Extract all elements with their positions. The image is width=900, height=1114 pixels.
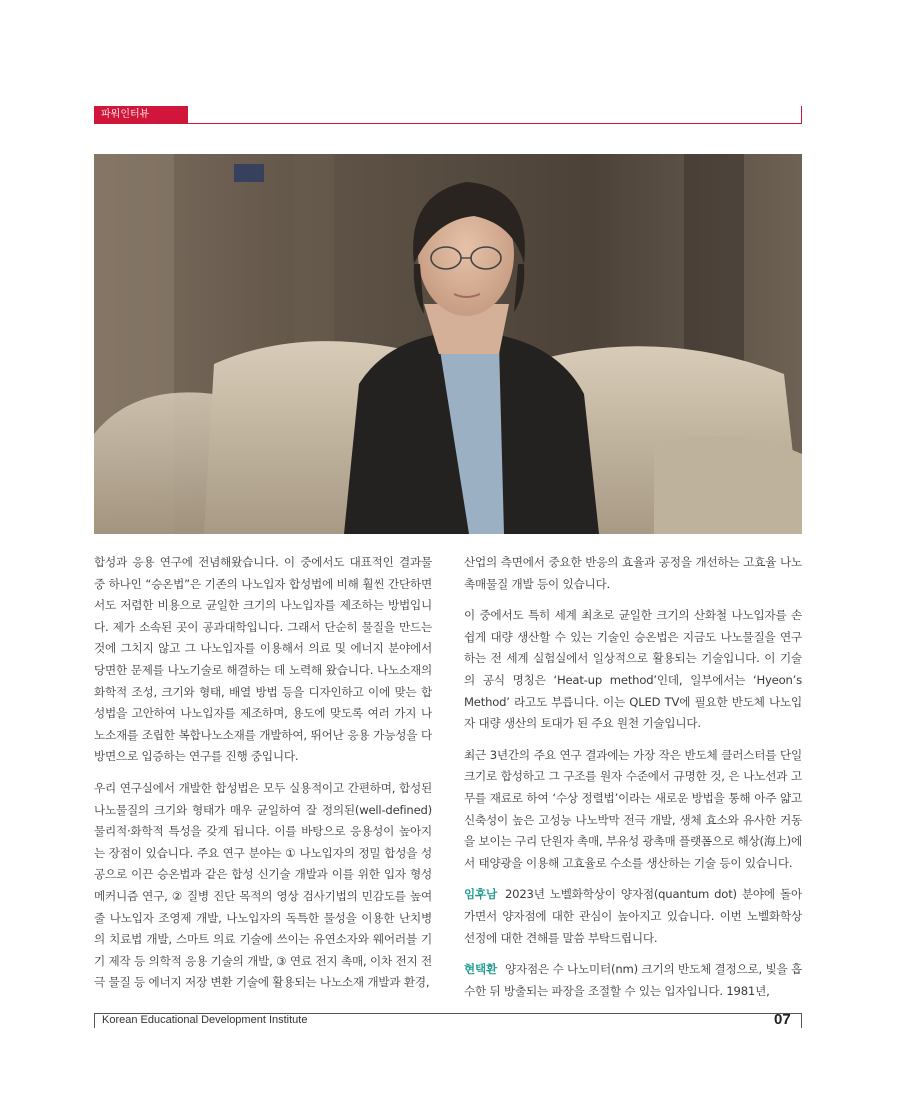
interview-photo [94, 154, 802, 534]
section-tag: 파워인터뷰 [94, 106, 188, 124]
top-rule-tick [801, 106, 802, 124]
answer-text: 양자점은 수 나노미터(nm) 크기의 반도체 결정으로, 빛을 흡수한 뒤 방출되는 파장을 조절할 수 있는 입자입니다. 1981년, [464, 962, 802, 998]
paragraph: 최근 3년간의 주요 연구 결과에는 가장 작은 반도체 클러스터를 단일 크기로 합성하고 그 구조를 원자 수준에서 규명한 것, 은 나노선과 고무를 재료로 하여 ‘수상 정렬법’이라는 새로운 방법을 통해 아주 얇고 신축성이 높은 고성능 나노박막 전극 개발, 생체 효소와 유사한 거동을 보이는 구리 단원자 촉매, 부유성 광촉매 플랫폼으로 해상(海上)에서 태양광을 이용해 고효율로 수소를 생산하는 기술 등이 있습니다. [464, 747, 802, 870]
question-paragraph [464, 884, 802, 949]
answer-paragraph [464, 959, 802, 1002]
left-column [94, 552, 432, 1004]
footer-institute: Korean Educational Development Institute [102, 1014, 308, 1026]
paragraph: 우리 연구실에서 개발한 합성법은 모두 실용적이고 간편하며, 합성된 나노물질의 크기와 형태가 매우 균일하여 잘 정의된(well-defined) 물리적·화학적 특성을 갖게 됩니다. 이를 바탕으로 응용성이 높아지는 장점이 있습니다. 주요 연구 분야는 ① 나노입자의 정밀 합성을 성공으로 이끈 승온법과 같은 합성 신기술 개발과 이를 위한 입자 형성 메커니즘 연구, ② 질병 진단 목적의 영상 검사기법의 민감도를 높여줄 나노입자 조영제 개발, 나노입자의 독특한 물성을 이용한 난치병의 치료법 개발, 스마트 의료 기술에 쓰이는 유연소자와 웨어러블 기기 제작 등 의학적 응용 기술의 개발, ③ 연료 전지 촉매, 이차 전지 전극 물질 등 에너지 저장 변환 기술에 활용되는 나노소재 개발과 환경, [94, 780, 432, 990]
question-text: 2023년 노벨화학상이 양자점(quantum dot) 분야에 돌아가면서 양자점에 대한 관심이 높아지고 있습니다. 이번 노벨화학상 선정에 대한 견해를 말씀 부탁드립니다. [464, 887, 802, 945]
footer-tick-left [94, 1013, 95, 1028]
paragraph: 산업의 측면에서 중요한 반응의 효율과 공정을 개선하는 고효율 나노촉매물질 개발 등이 있습니다. [464, 555, 802, 591]
top-rule [94, 123, 802, 124]
footer-tick-right [801, 1013, 802, 1028]
paragraph: 이 중에서도 특히 세계 최초로 균일한 크기의 산화철 나노입자를 손쉽게 대량 생산할 수 있는 기술인 승온법은 지금도 나노물질을 연구하는 전 세계 실험실에서 일상적으로 활용되는 기술입니다. 이 기술의 공식 명칭은 ‘Heat-up method’인데, 일부에서는 ‘Hyeon’s Method’ 라고도 부릅니다. 이는 QLED TV에 필요한 반도체 나노입자 대량 생산의 토대가 된 주요 원천 기술입니다. [464, 608, 802, 731]
right-column [464, 552, 802, 1012]
page-number: 07 [774, 1011, 791, 1028]
interviewer-name: 임후남 [464, 887, 497, 902]
interviewee-name: 현택환 [464, 962, 497, 977]
paragraph: 합성과 응용 연구에 전념해왔습니다. 이 중에서도 대표적인 결과물 중 하나인 “승온법”은 기존의 나노입자 합성법에 비해 훨씬 간단하면서도 저렴한 비용으로 균일한 크기의 나노입자를 제조하는 방법입니다. 제가 소속된 곳이 공과대학입니다. 그래서 단순히 물질을 만드는 것에 그치지 않고 그 나노입자를 이용해서 의료 및 에너지 분야에서 당면한 문제를 나노기술로 해결하는 데 노력해 왔습니다. 나노소재의 화학적 조성, 크기와 형태, 배열 방법 등을 디자인하고 이에 맞는 합성법을 고안하여 나노입자를 제조하며, 용도에 맞도록 여러 가지 나노소재를 조립한 복합나노소재를 개발하여, 뛰어난 응용 가능성을 다방면으로 입증하는 연구를 진행 중입니다. [94, 555, 432, 764]
